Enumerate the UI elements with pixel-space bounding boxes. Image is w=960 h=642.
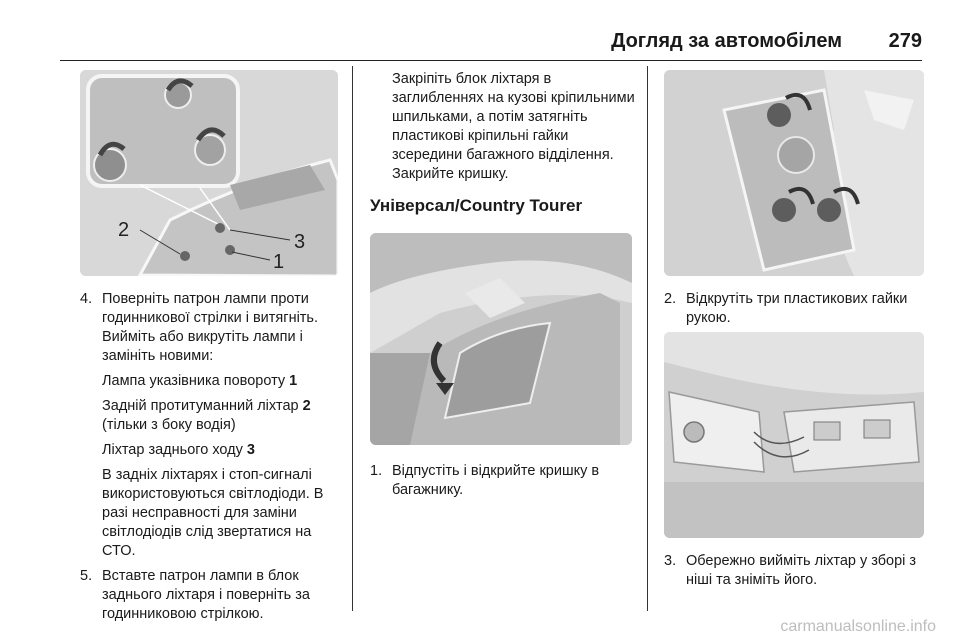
step-3 — [664, 552, 926, 590]
step-2 — [664, 290, 926, 328]
step-text: Поверніть патрон лампи проти годинникової стрілки і витягніть. Вийміть або викрутіть лампи і замініть новими: — [102, 291, 319, 364]
figure-plastic-nuts — [664, 70, 924, 276]
step-number: 2. — [664, 291, 677, 307]
page-header — [60, 26, 922, 61]
column-3-step-2 — [664, 290, 926, 328]
step-number: 5. — [80, 568, 93, 584]
step-4 — [80, 290, 342, 366]
column-divider — [352, 66, 353, 611]
column-2-step — [370, 462, 635, 500]
step-text: Обережно вийміть ліхтар у зборі з ніші та зніміть його. — [686, 553, 917, 588]
step-text: Відкрутіть три пластикових гайки рукою. — [686, 291, 908, 326]
step-text: Вставте патрон лампи в блок заднього ліхтаря і поверніть за годинниковою стрілкою. — [102, 568, 310, 622]
figure-label-2: 2 — [118, 219, 130, 241]
column-1-text — [80, 290, 342, 624]
column-2-text — [370, 70, 635, 215]
section-heading: Універсал/Country Tourer — [370, 196, 583, 215]
figure-tail-light-bulbs — [80, 70, 338, 276]
step-text: Відпустіть і відкрийте кришку в багажнику. — [392, 463, 600, 498]
step-1 — [370, 462, 635, 500]
mount-instructions: Закріпіть блок ліхтаря в заглибленнях на кузові кріпильними шпильками, а потім затягніть пластикові кріпильні гайки зсередини багажного відділення. Закрийте кришку. — [392, 71, 635, 182]
step-number: 1. — [370, 463, 383, 479]
section-title: Догляд за автомобілем — [611, 30, 842, 52]
watermark: carmanualsonline.info — [780, 618, 936, 635]
led-note: В задніх ліхтарях і стоп-сигналі використовуються світлодіоди. В разі несправності для заміни світлодіодів слід звертатися на СТО. — [102, 467, 324, 559]
figure-remove-light — [664, 332, 924, 538]
item-fog-light: Задній протитуманний ліхтар 2 (тільки з боку водія) — [102, 398, 311, 433]
figure-trunk-cover — [370, 233, 632, 445]
step-number: 3. — [664, 553, 677, 569]
figure-label-1: 1 — [273, 251, 285, 273]
column-3-step-3 — [664, 552, 926, 590]
page-number: 279 — [888, 30, 922, 52]
item-reverse-light: Ліхтар заднього ходу 3 — [102, 442, 255, 458]
column-divider — [647, 66, 648, 611]
step-5 — [80, 567, 342, 624]
item-turn-signal: Лампа указівника повороту 1 — [102, 373, 298, 389]
step-number: 4. — [80, 291, 93, 307]
figure-label-3: 3 — [294, 231, 306, 253]
